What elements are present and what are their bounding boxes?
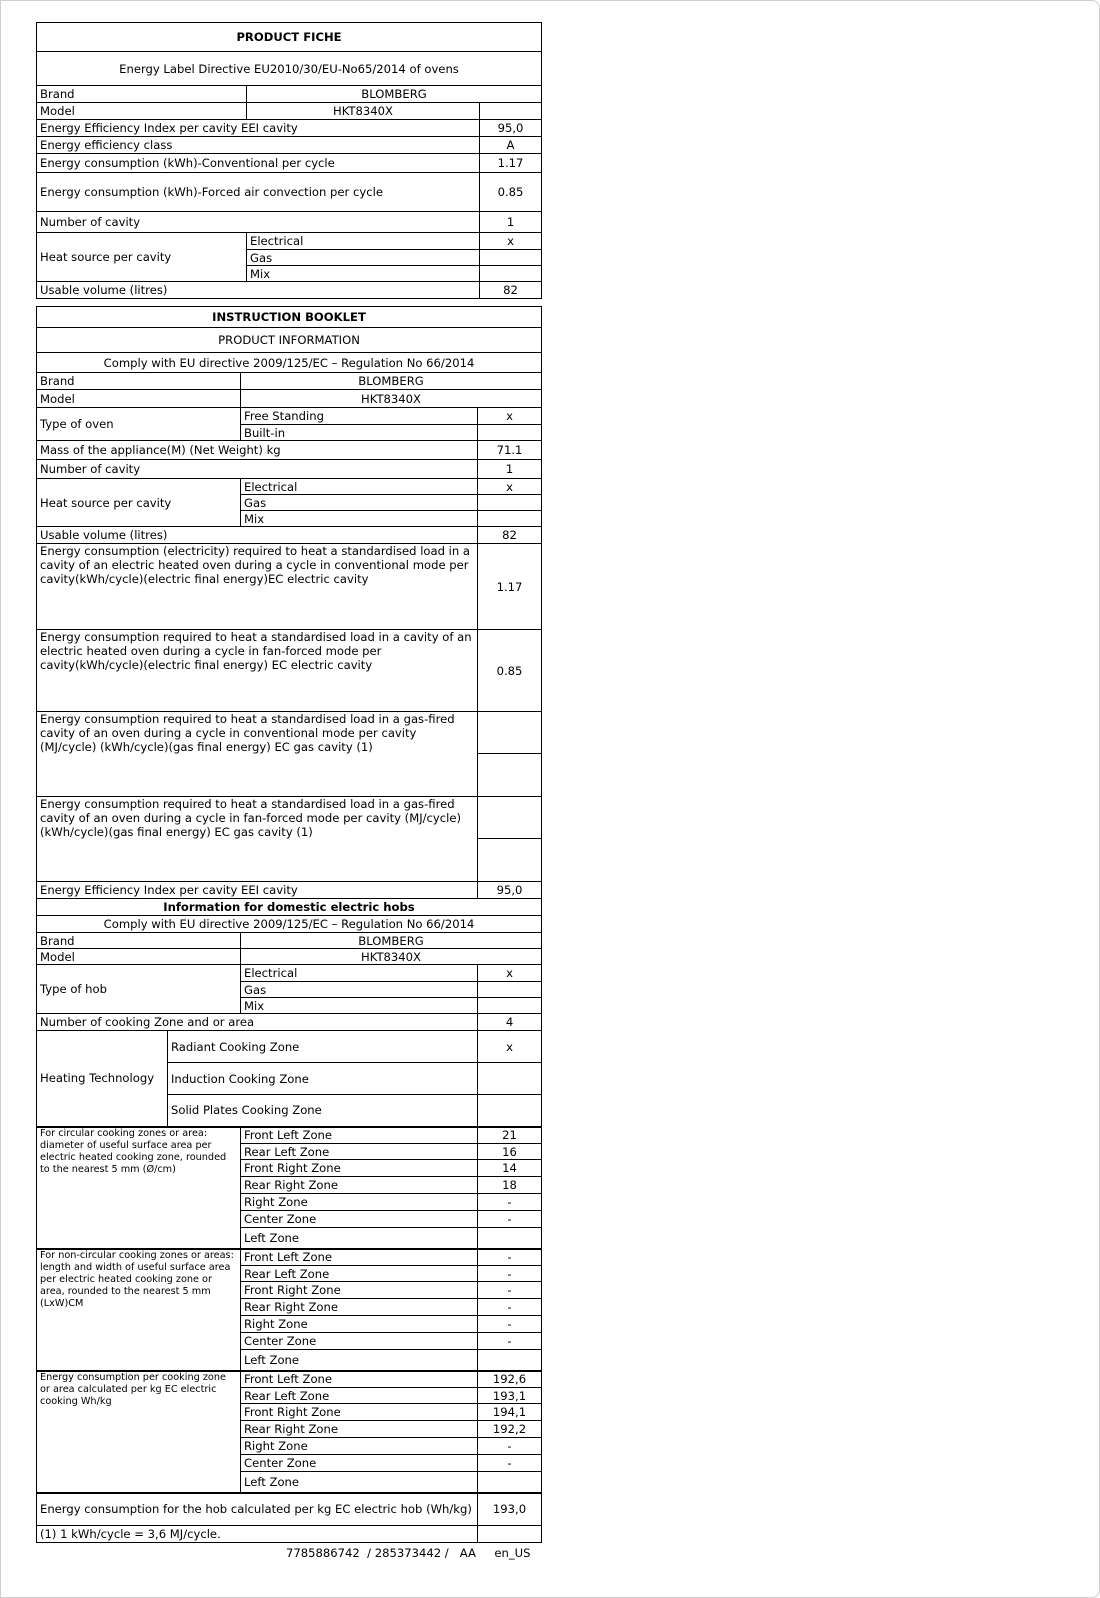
hobs-directive: Comply with EU directive 2009/125/EC – Regulation No 66/2014	[37, 916, 542, 933]
hobs-model-value: HKT8340X	[241, 949, 542, 965]
zone-label: Rear Right Zone	[241, 1421, 478, 1438]
booklet-subtitle: PRODUCT INFORMATION	[37, 328, 542, 353]
forced-label: Energy consumption (kWh)-Forced air convection per cycle	[37, 173, 480, 212]
booklet-heat-gas: Gas	[241, 495, 478, 511]
zone-value: -	[478, 1333, 542, 1350]
zone-value: 14	[478, 1160, 542, 1177]
booklet-title: INSTRUCTION BOOKLET	[37, 307, 542, 328]
booklet-volume-label: Usable volume (litres)	[37, 527, 478, 544]
zone-label: Rear Left Zone	[241, 1144, 478, 1160]
volume-label: Usable volume (litres)	[37, 282, 480, 299]
heat-mix: Mix	[247, 266, 480, 282]
booklet-heat-electrical-value: x	[478, 479, 542, 495]
model-label: Model	[37, 103, 247, 120]
zone-label: Rear Left Zone	[241, 1388, 478, 1404]
zone-label: Left Zone	[241, 1472, 478, 1493]
tech-radiant: Radiant Cooking Zone	[168, 1031, 478, 1063]
zone-label: Left Zone	[241, 1228, 478, 1249]
booklet-model-label: Model	[37, 390, 241, 408]
booklet-eei-value: 95,0	[478, 882, 542, 899]
forced-value: 0.85	[480, 173, 542, 212]
footnote: (1) 1 kWh/cycle = 3,6 MJ/cycle.	[37, 1526, 478, 1543]
cavity-value: 1	[480, 212, 542, 233]
heat-electrical: Electrical	[247, 233, 480, 250]
zone-label: Front Right Zone	[241, 1160, 478, 1177]
zone-value: -	[478, 1282, 542, 1299]
zone-value: -	[478, 1438, 542, 1455]
hob-total-label: Energy consumption for the hob calculated per kg EC electric hob (Wh/kg)	[37, 1493, 478, 1526]
cavity-label: Number of cavity	[37, 212, 480, 233]
zone-value: -	[478, 1249, 542, 1266]
heat-electrical-value: x	[480, 233, 542, 250]
booklet-heat-mix: Mix	[241, 511, 478, 527]
oven-type-label: Type of oven	[37, 408, 241, 441]
zone-label: Center Zone	[241, 1333, 478, 1350]
zone-label: Front Right Zone	[241, 1282, 478, 1299]
booklet-brand-value: BLOMBERG	[241, 373, 542, 390]
class-label: Energy efficiency class	[37, 137, 480, 154]
zone-label: Right Zone	[241, 1194, 478, 1211]
zone-label: Right Zone	[241, 1316, 478, 1333]
ec-conventional-label: Energy consumption (electricity) required to heat a standardised load in a cavity of an electric heated oven during a cycle in conventional mode per cavity(kWh/cycle)(electric final energy)EC electric cavity	[37, 544, 478, 630]
zone-label: Center Zone	[241, 1211, 478, 1228]
zone-value: -	[478, 1316, 542, 1333]
hob-type-mix: Mix	[241, 998, 478, 1014]
gas-fan-label: Energy consumption required to heat a standardised load in a gas-fired cavity of an oven during a cycle in fan-forced mode per cavity (MJ/cycle) (kWh/cycle)(gas final energy) EC gas cavity (1)	[37, 797, 478, 882]
heat-label: Heat source per cavity	[37, 233, 247, 282]
zone-label: Front Right Zone	[241, 1404, 478, 1421]
zone-value	[478, 1472, 542, 1493]
eei-value: 95,0	[480, 120, 542, 137]
zone-value: -	[478, 1211, 542, 1228]
hobs-brand-value: BLOMBERG	[241, 933, 542, 949]
zone-value: 18	[478, 1177, 542, 1194]
hobs-title: Information for domestic electric hobs	[37, 899, 542, 916]
booklet-heat-label: Heat source per cavity	[37, 479, 241, 527]
mass-label: Mass of the appliance(M) (Net Weight) kg	[37, 441, 478, 460]
booklet-eei-label: Energy Efficiency Index per cavity EEI cavity	[37, 882, 478, 899]
ec-conventional-value: 1.17	[478, 544, 542, 630]
tech-induction: Induction Cooking Zone	[168, 1063, 478, 1095]
zone-value: -	[478, 1266, 542, 1282]
booklet-cavity-label: Number of cavity	[37, 460, 478, 479]
zone-value: -	[478, 1299, 542, 1316]
booklet-brand-label: Brand	[37, 373, 241, 390]
zone-value: 21	[478, 1127, 542, 1144]
document-code: 7785886742 / 285373442 / AA en_US	[286, 1546, 531, 1560]
booklet-model-value: HKT8340X	[241, 390, 542, 408]
booklet-heat-electrical: Electrical	[241, 479, 478, 495]
zone-value: 192,6	[478, 1371, 542, 1388]
hob-type-electrical-value: x	[478, 965, 542, 982]
tech-radiant-value: x	[478, 1031, 542, 1063]
cooking-zones-label: Number of cooking Zone and or area	[37, 1014, 478, 1031]
hob-total-value: 193,0	[478, 1493, 542, 1526]
tech-solid: Solid Plates Cooking Zone	[168, 1095, 478, 1127]
zone-label: Rear Right Zone	[241, 1299, 478, 1316]
cooking-zones-value: 4	[478, 1014, 542, 1031]
zone-value	[478, 1350, 542, 1371]
zone-value	[478, 1228, 542, 1249]
zone-value: 193,1	[478, 1388, 542, 1404]
circular-zones-label: For circular cooking zones or area: diameter of useful surface area per electric heated cooking zone, rounded to the nearest 5 mm (Ø/cm)	[37, 1127, 241, 1249]
hob-type-electrical: Electrical	[241, 965, 478, 982]
conv-label: Energy consumption (kWh)-Conventional per cycle	[37, 154, 480, 173]
eei-label: Energy Efficiency Index per cavity EEI cavity	[37, 120, 480, 137]
fiche-directive: Energy Label Directive EU2010/30/EU-No65/2014 of ovens	[37, 52, 542, 86]
hobs-model-label: Model	[37, 949, 241, 965]
zone-value: -	[478, 1194, 542, 1211]
heating-tech-label: Heating Technology	[37, 1031, 168, 1127]
zone-value: 192,2	[478, 1421, 542, 1438]
ec-fan-label: Energy consumption required to heat a standardised load in a cavity of an electric heated oven during a cycle in fan-forced mode per cavity(kWh/cycle)(electric final energy) EC electric cavity	[37, 630, 478, 712]
oven-type-built: Built-in	[241, 425, 478, 441]
mass-value: 71.1	[478, 441, 542, 460]
zone-label: Rear Right Zone	[241, 1177, 478, 1194]
fiche-title: PRODUCT FICHE	[37, 23, 542, 52]
brand-label: Brand	[37, 86, 247, 103]
booklet-volume-value: 82	[478, 527, 542, 544]
zone-label: Center Zone	[241, 1455, 478, 1472]
zone-label: Front Left Zone	[241, 1249, 478, 1266]
volume-value: 82	[480, 282, 542, 299]
class-value: A	[480, 137, 542, 154]
hob-type-label: Type of hob	[37, 965, 241, 1014]
heat-gas: Gas	[247, 250, 480, 266]
zone-label: Front Left Zone	[241, 1371, 478, 1388]
zone-value: 194,1	[478, 1404, 542, 1421]
hobs-brand-label: Brand	[37, 933, 241, 949]
conv-value: 1.17	[480, 154, 542, 173]
booklet-cavity-value: 1	[478, 460, 542, 479]
zone-label: Front Left Zone	[241, 1127, 478, 1144]
zone-label: Right Zone	[241, 1438, 478, 1455]
product-fiche	[36, 22, 541, 299]
zone-label: Rear Left Zone	[241, 1266, 478, 1282]
ec-fan-value: 0.85	[478, 630, 542, 712]
brand-value: BLOMBERG	[247, 86, 542, 103]
hob-type-gas: Gas	[241, 982, 478, 998]
model-value: HKT8340X	[247, 103, 480, 120]
instruction-booklet	[36, 306, 541, 1543]
booklet-directive: Comply with EU directive 2009/125/EC – Regulation No 66/2014	[37, 353, 542, 373]
oven-type-free-value: x	[478, 408, 542, 425]
oven-type-free: Free Standing	[241, 408, 478, 425]
noncircular-zones-label: For non-circular cooking zones or areas: length and width of useful surface area per electric heated cooking zone or area, rounded to the nearest 5 mm (LxW)CM	[37, 1249, 241, 1371]
percook-energy-label: Energy consumption per cooking zone or area calculated per kg EC electric cooking Wh/kg	[37, 1371, 241, 1493]
zone-value: -	[478, 1455, 542, 1472]
zone-value: 16	[478, 1144, 542, 1160]
zone-label: Left Zone	[241, 1350, 478, 1371]
gas-conventional-label: Energy consumption required to heat a standardised load in a gas-fired cavity of an oven during a cycle in conventional mode per cavity (MJ/cycle) (kWh/cycle)(gas final energy) EC gas cavity (1)	[37, 712, 478, 797]
